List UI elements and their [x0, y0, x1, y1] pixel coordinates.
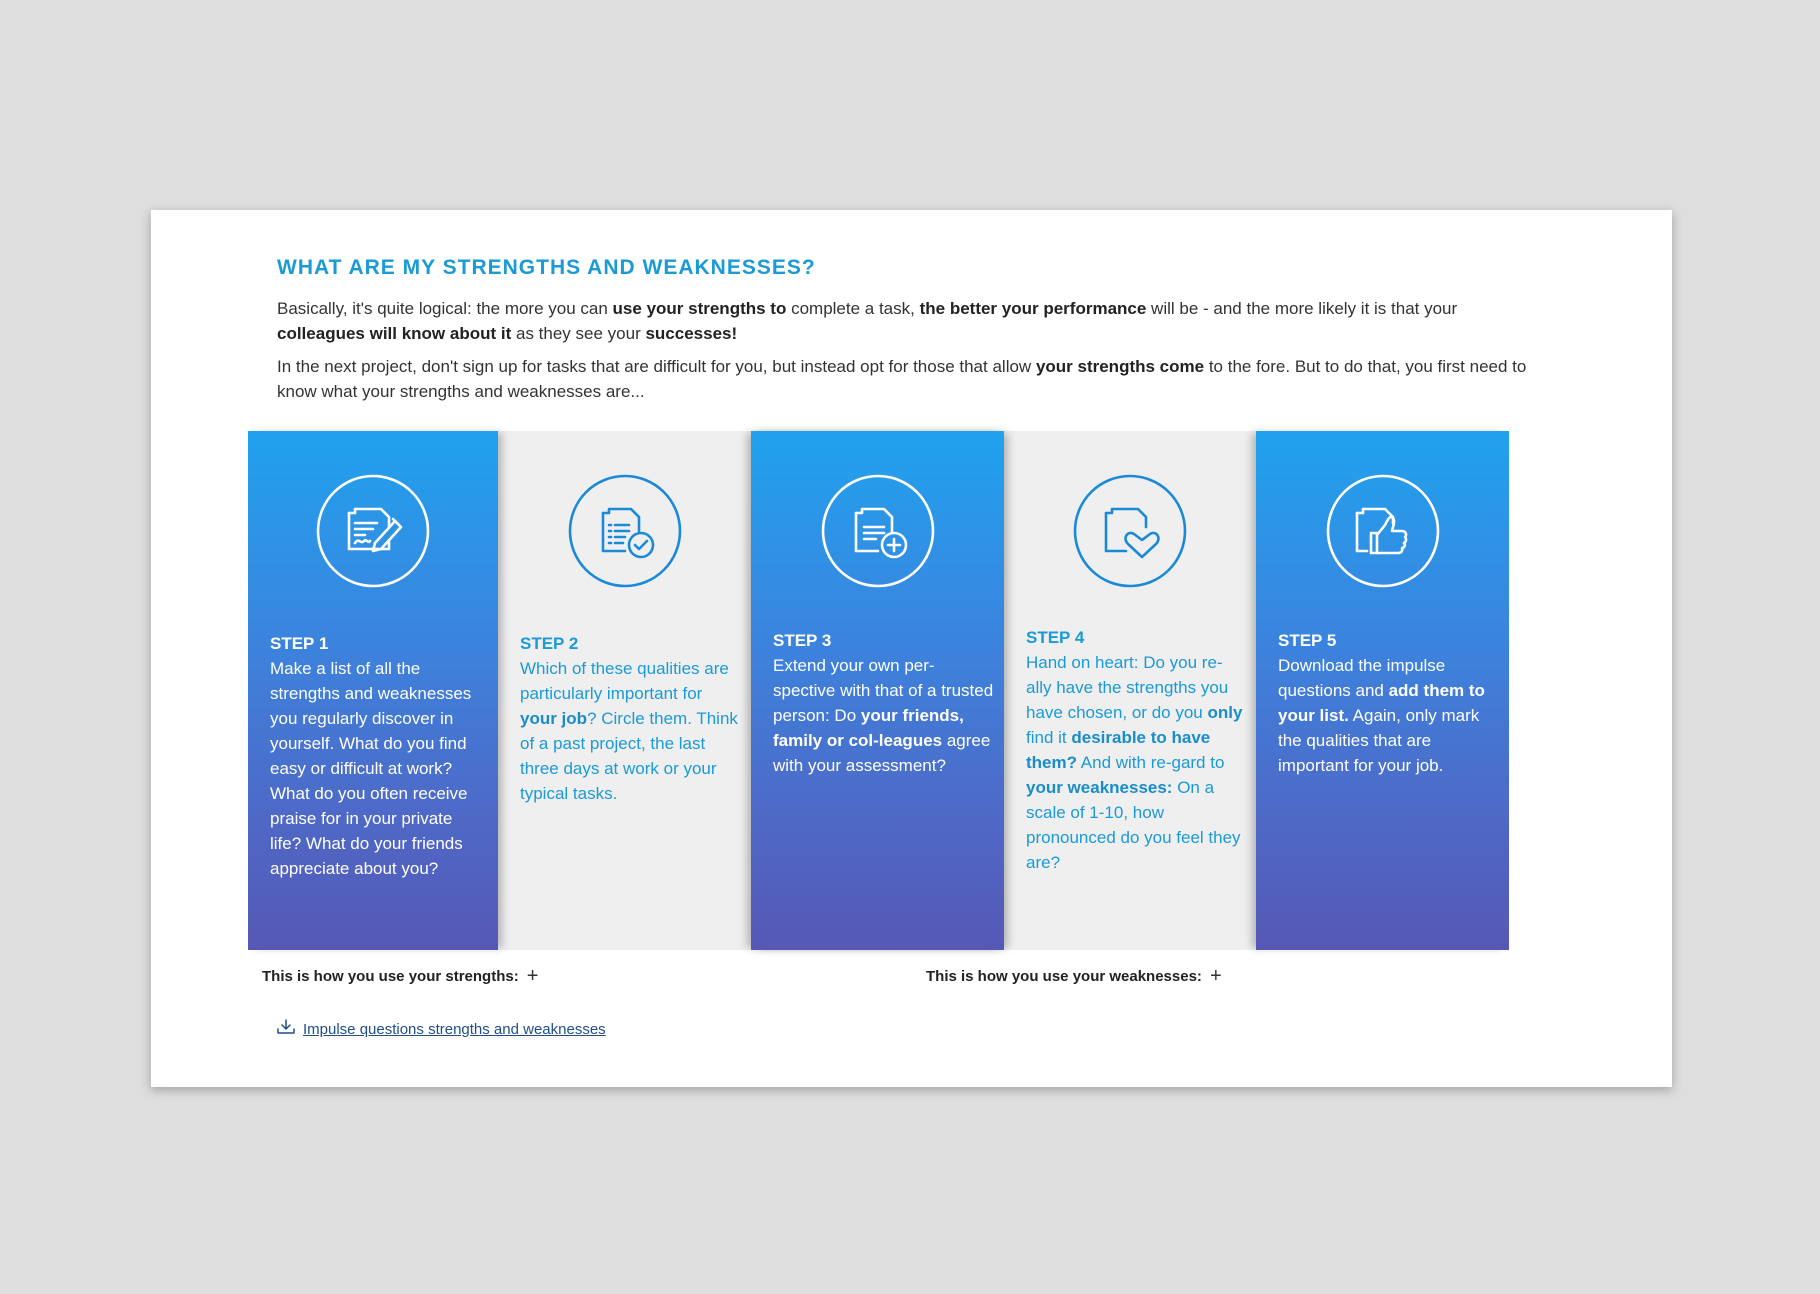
step-1-label: STEP 1: [270, 634, 329, 653]
document-heart-icon: [1072, 473, 1188, 589]
download-row: [277, 1019, 606, 1039]
step-2-label: STEP 2: [520, 634, 579, 653]
document-checkmark-icon: [567, 473, 683, 589]
impulse-questions-download-link[interactable]: Impulse questions strengths and weaknesses: [303, 1020, 606, 1038]
step-1-text: Make a list of all the strengths and weaknesses you regularly discover in yourself. What do you find easy or difficult at work? What do you often receive praise for in your private life? What do your friends appreciate about you?: [270, 659, 472, 878]
step-4-panel: [1004, 431, 1256, 950]
step-2-text: Which of these qualities are particularly important for your job? Circle them. Think of a past project, the last three days at work or your typical tasks.: [520, 659, 738, 803]
step-5-text: Download the impulse questions and add them to your list. Again, only mark the qualities that are important for your job.: [1278, 656, 1485, 775]
step-3-label: STEP 3: [773, 631, 832, 650]
weaknesses-plus-icon[interactable]: +: [1209, 965, 1222, 987]
strengths-expander-label: This is how you use your strengths:: [262, 968, 519, 985]
document-signature-icon: [315, 473, 431, 589]
document-plus-icon: [820, 473, 936, 589]
step-5-label: STEP 5: [1278, 631, 1337, 650]
intro-paragraph-1: Basically, it's quite logical: the more you can use your strengths to complete a task, the better your performance will be - and the more likely it is that your colleagues will know about it as they see your successes!: [277, 299, 1458, 343]
intro-text: [277, 296, 1547, 412]
steps-row: [248, 431, 1509, 950]
step-2-panel: [498, 431, 751, 950]
step-1-panel: [248, 431, 498, 950]
strengths-plus-icon[interactable]: +: [526, 965, 539, 987]
step-4-label: STEP 4: [1026, 628, 1085, 647]
strengths-expander[interactable]: [262, 965, 539, 987]
intro-paragraph-2: In the next project, don't sign up for tasks that are difficult for you, but instead opt for those that allow your strengths come to the fore. But to do that, you first need to know what your strengths and weaknesses are...: [277, 357, 1527, 401]
step-3-text: Extend your own per-spective with that of a trusted person: Do your friends, family or col-leagues agree with your assessment?: [773, 656, 994, 775]
weaknesses-expander[interactable]: [926, 965, 1222, 987]
step-3-panel: [751, 431, 1004, 950]
page-title: WHAT ARE MY STRENGTHS AND WEAKNESSES?: [277, 256, 816, 279]
weaknesses-expander-label: This is how you use your weaknesses:: [926, 968, 1202, 985]
step-4-text: Hand on heart: Do you re-ally have the strengths you have chosen, or do you only find it desirable to have them? And with re-gard to your weaknesses: On a scale of 1-10, how pronounced do you feel they are?: [1026, 653, 1243, 872]
document-thumbs-up-icon: [1325, 473, 1441, 589]
step-5-panel: [1256, 431, 1509, 950]
download-icon[interactable]: [277, 1019, 295, 1039]
content-card: [151, 210, 1672, 1087]
